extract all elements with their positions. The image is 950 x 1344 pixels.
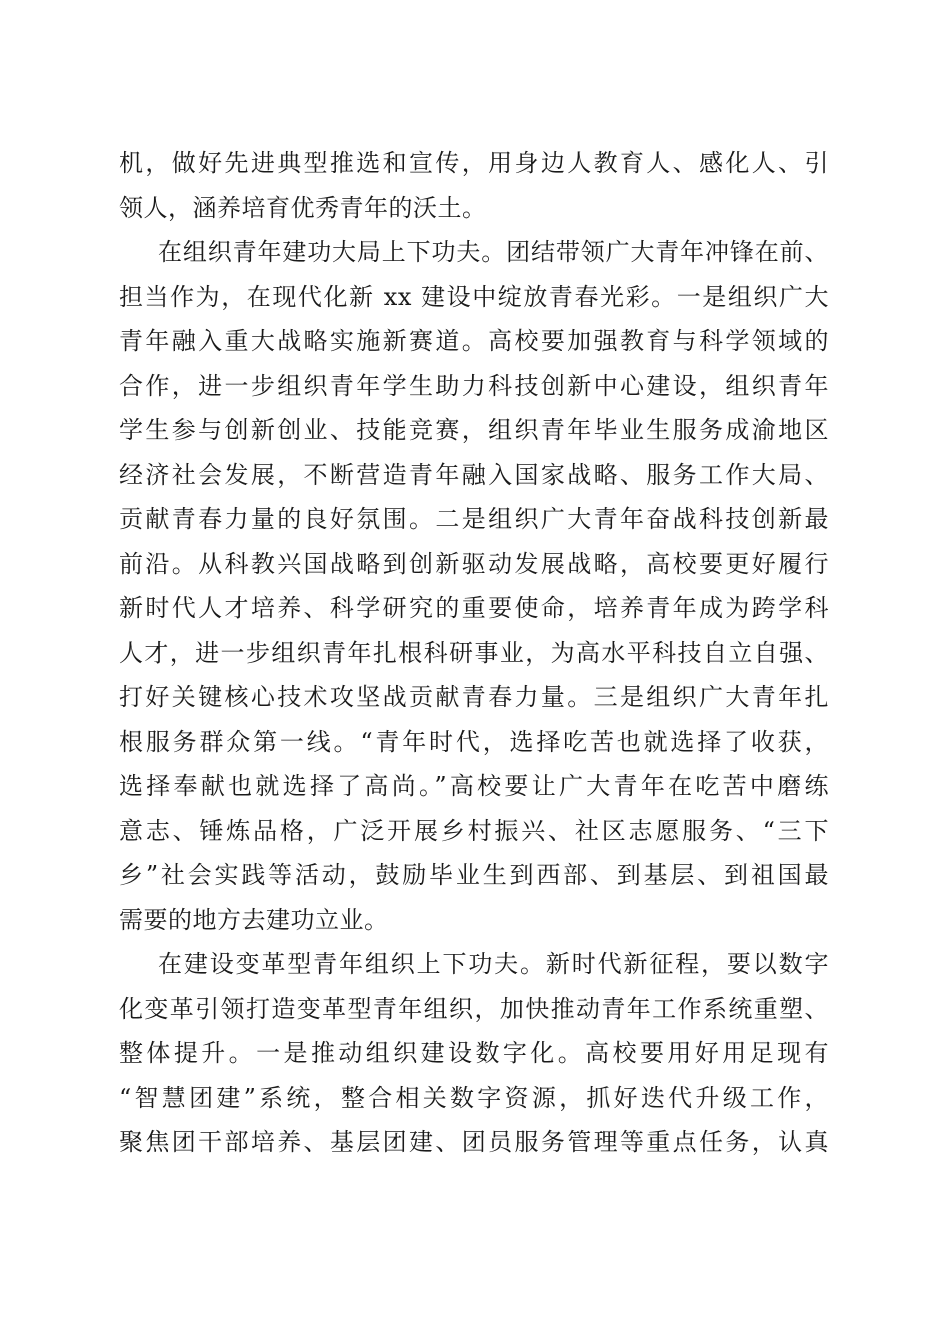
text-line: 贡献青春力量的良好氛围。二是组织广大青年奋战科技创新最 <box>119 505 829 533</box>
text-line: 新时代人才培养、科学研究的重要使命，培养青年成为跨学科 <box>119 594 829 622</box>
text-line: 选择奉献也就选择了高尚。”高校要让广大青年在吃苦中磨练 <box>119 772 829 800</box>
text-line: 青年融入重大战略实施新赛道。高校要加强教育与科学领域的 <box>119 327 829 355</box>
text-line: 乡”社会实践等活动，鼓励毕业生到西部、到基层、到祖国最 <box>119 861 829 889</box>
text-line: 机，做好先进典型推选和宣传，用身边人教育人、感化人、引 <box>119 149 829 177</box>
paragraph-first-line: 在建设变革型青年组织上下功夫。新时代新征程，要以数字 <box>158 950 829 978</box>
text-line: 聚焦团干部培养、基层团建、团员服务管理等重点任务，认真 <box>119 1128 829 1156</box>
text-line: 领人，涵养培育优秀青年的沃土。 <box>119 193 487 222</box>
text-line: 根服务群众第一线。“青年时代，选择吃苦也就选择了收获， <box>119 727 829 756</box>
paragraph-first-line: 在组织青年建功大局上下功夫。团结带领广大青年冲锋在前、 <box>158 238 829 266</box>
text-line: 担当作为，在现代化新 xx 建设中绽放青春光彩。一是组织广大 <box>119 282 829 311</box>
body-text <box>119 141 829 1165</box>
text-line: 打好关键核心技术攻坚战贡献青春力量。三是组织广大青年扎 <box>119 683 829 711</box>
text-line: “智慧团建”系统，整合相关数字资源，抓好迭代升级工作， <box>119 1083 829 1112</box>
text-line: 前沿。从科教兴国战略到创新驱动发展战略，高校要更好履行 <box>119 549 829 578</box>
text-line: 经济社会发展，不断营造青年融入国家战略、服务工作大局、 <box>119 460 829 489</box>
text-line: 人才，进一步组织青年扎根科研事业，为高水平科技自立自强、 <box>119 638 829 667</box>
text-line: 化变革引领打造变革型青年组织，加快推动青年工作系统重塑、 <box>119 994 829 1023</box>
text-line: 整体提升。一是推动组织建设数字化。高校要用好用足现有 <box>119 1039 829 1067</box>
text-line: 合作，进一步组织青年学生助力科技创新中心建设，组织青年 <box>119 371 829 400</box>
text-line: 学生参与创新创业、技能竞赛，组织青年毕业生服务成渝地区 <box>119 416 829 444</box>
text-line: 需要的地方去建功立业。 <box>119 905 389 934</box>
text-line: 意志、锤炼品格，广泛开展乡村振兴、社区志愿服务、“三下 <box>119 816 829 845</box>
